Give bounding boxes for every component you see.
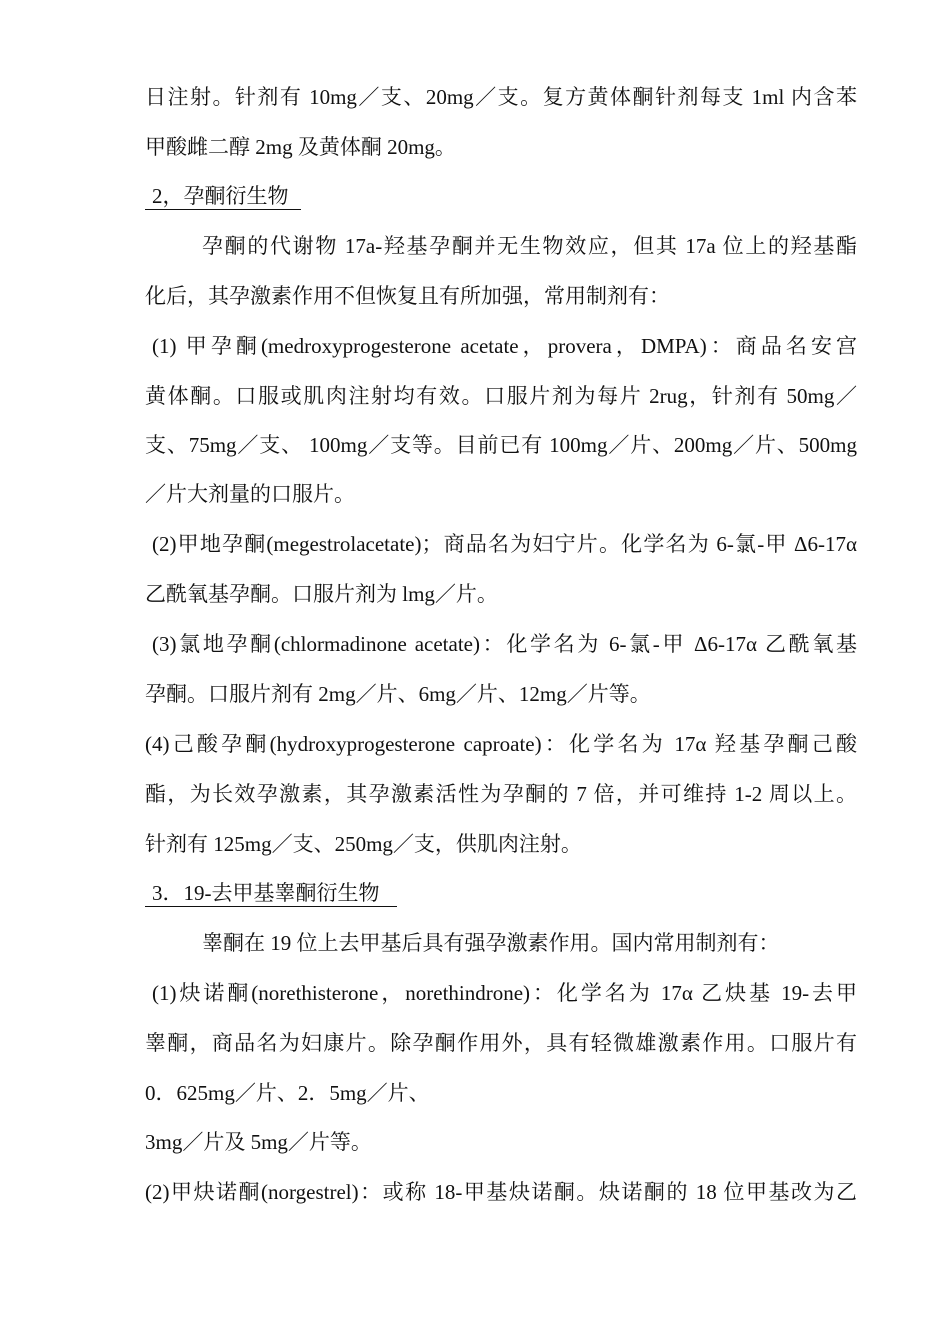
heading-underline [145,209,301,210]
text-line: 3mg／片及 5mg／片等。 [145,1130,372,1154]
text-line: (1) 甲孕酮(medroxyprogesterone acetate，provera，DMPA)：商品名安宫 [152,334,857,358]
text-line: 0．625mg／片、2．5mg／片、 [145,1081,430,1105]
text-line: 孕酮的代谢物 17a-羟基孕酮并无生物效应，但其 17a 位上的羟基酯 [202,234,857,258]
text-line: 睾酮在 19 位上去甲基后具有强孕激素作用。国内常用制剂有： [202,931,780,955]
section-heading-19-nortestosterone-derivatives: 3．19-去甲基睾酮衍生物 [152,881,380,905]
text-line: 黄体酮。口服或肌肉注射均有效。口服片剂为每片 2rug，针剂有 50mg／ [145,384,857,408]
heading-underline [145,906,397,907]
text-line: (2)甲炔诺酮(norgestrel)：或称 18-甲基炔诺酮。炔诺酮的 18 位甲基改为乙 [145,1180,857,1204]
text-line: (1)炔诺酮(norethisterone，norethindrone)：化学名为 17α 乙炔基 19-去甲 [152,981,857,1005]
text-line: (2)甲地孕酮(megestrolacetate)；商品名为妇宁片。化学名为 6-氯-甲 Δ6-17α [152,532,857,556]
text-line: 酯，为长效孕激素，其孕激素活性为孕酮的 7 倍，并可维持 1-2 周以上。 [145,782,857,806]
section-heading-progesterone-derivatives: 2，孕酮衍生物 [152,184,289,208]
text-line: 日注射。针剂有 10mg／支、20mg／支。复方黄体酮针剂每支 1ml 内含苯 [145,85,857,109]
text-line: 化后，其孕激素作用不但恢复且有所加强，常用制剂有： [145,284,670,308]
text-line: (3)氯地孕酮(chlormadinone acetate)：化学名为 6-氯-甲 Δ6-17α 乙酰氧基 [152,632,857,656]
text-line: 睾酮，商品名为妇康片。除孕酮作用外，具有轻微雄激素作用。口服片有 [145,1031,857,1055]
text-line: 甲酸雌二醇 2mg 及黄体酮 20mg。 [145,135,456,159]
text-line: ／片大剂量的口服片。 [145,482,355,506]
text-line: 乙酰氧基孕酮。口服片剂为 lmg／片。 [145,582,498,606]
text-line: 针剂有 125mg／支、250mg／支，供肌肉注射。 [145,832,582,856]
text-line: (4)己酸孕酮(hydroxyprogesterone caproate)：化学名为 17α 羟基孕酮己酸 [145,732,857,756]
text-line: 孕酮。口服片剂有 2mg／片、6mg／片、12mg／片等。 [145,682,651,706]
text-line: 支、75mg／支、 100mg／支等。目前已有 100mg／片、200mg／片、500mg [145,433,857,457]
